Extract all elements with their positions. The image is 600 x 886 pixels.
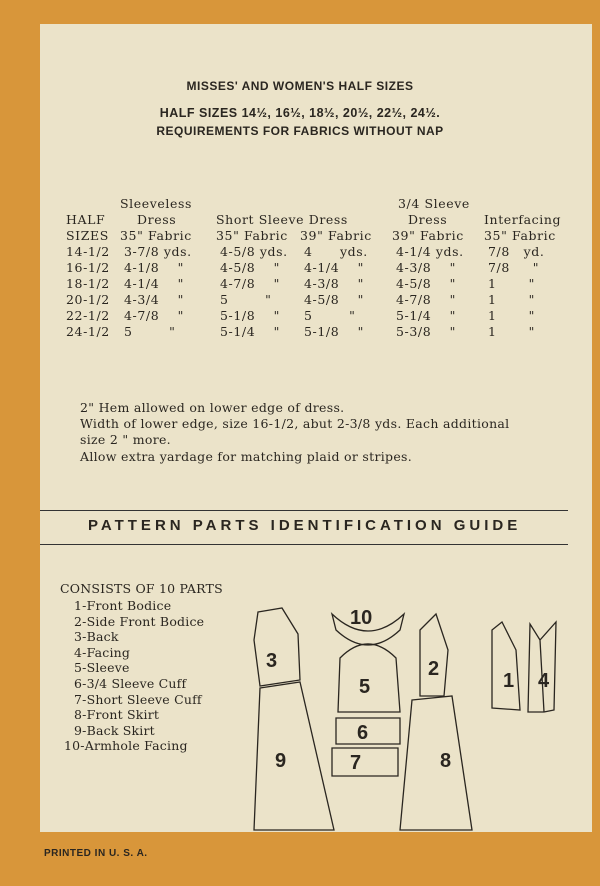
- column-header: Dress: [408, 212, 448, 227]
- part-item: 10-Armhole Facing: [64, 738, 188, 754]
- diagram-label-9: 9: [275, 750, 287, 772]
- size-cell: 18-1/2: [66, 276, 110, 291]
- piece-8-front-skirt: [400, 696, 472, 830]
- diagram-label-8: 8: [440, 750, 452, 772]
- piece-1-front-bodice: [492, 622, 520, 710]
- yardage-cell: 1 ": [488, 292, 535, 307]
- column-header: SIZES: [66, 228, 109, 243]
- column-header: 39" Fabric: [392, 228, 464, 243]
- yardage-cell: 4-1/4 yds.: [396, 244, 464, 259]
- column-header: Sleeveless: [120, 196, 193, 211]
- yardage-cell: 5-1/8 ": [304, 324, 364, 339]
- diagram-label-2: 2: [428, 658, 440, 680]
- column-header: 35" Fabric: [216, 228, 288, 243]
- size-cell: 24-1/2: [66, 324, 110, 339]
- yardage-cell: 7/8 ": [488, 260, 540, 275]
- column-header: HALF: [66, 212, 106, 227]
- yardage-cell: 5-3/8 ": [396, 324, 456, 339]
- size-cell: 14-1/2: [66, 244, 110, 259]
- yardage-cell: 5-1/8 ": [220, 308, 280, 323]
- yardage-cell: 4-1/4 ": [124, 276, 184, 291]
- divider: [40, 510, 568, 511]
- yardage-cell: 5 ": [304, 308, 356, 323]
- column-header: Interfacing: [484, 212, 562, 227]
- yardage-cell: 4-1/4 ": [304, 260, 364, 275]
- note-line: Allow extra yardage for matching plaid or stripes.: [80, 449, 413, 464]
- yardage-cell: 4-5/8 ": [304, 292, 364, 307]
- diagram-label-1: 1: [503, 670, 515, 692]
- yardage-cell: 4-5/8 ": [220, 260, 280, 275]
- yardage-cell: 4-3/8 ": [396, 260, 456, 275]
- note-line: 2" Hem allowed on lower edge of dress.: [80, 400, 345, 415]
- heading-3: REQUIREMENTS FOR FABRICS WITHOUT NAP: [156, 124, 444, 138]
- piece-3-back: [254, 608, 300, 686]
- column-header: 39" Fabric: [300, 228, 372, 243]
- part-item: 8-Front Skirt: [74, 707, 160, 723]
- yardage-cell: 4-5/8 yds.: [220, 244, 288, 259]
- yardage-cell: 5 ": [220, 292, 272, 307]
- column-header: Dress: [137, 212, 177, 227]
- divider: [40, 544, 568, 545]
- part-item: 2-Side Front Bodice: [74, 613, 205, 629]
- yardage-cell: 1 ": [488, 308, 535, 323]
- piece-7-cuff: [332, 748, 398, 776]
- printed-in-usa: PRINTED IN U. S. A.: [44, 848, 148, 859]
- column-header: Short Sleeve Dress: [216, 212, 348, 227]
- diagram-label-6: 6: [357, 722, 369, 744]
- yardage-cell: 1 ": [488, 276, 535, 291]
- yardage-cell: 4-7/8 ": [124, 308, 184, 323]
- size-cell: 22-1/2: [66, 308, 110, 323]
- yardage-cell: 1 ": [488, 324, 535, 339]
- size-cell: 16-1/2: [66, 260, 110, 275]
- part-item: 1-Front Bodice: [74, 598, 172, 613]
- part-item: 7-Short Sleeve Cuff: [74, 691, 202, 707]
- note-line: Width of lower edge, size 16-1/2, abut 2-3/8 yds. Each additional: [80, 416, 510, 431]
- column-header: 35" Fabric: [484, 228, 556, 243]
- piece-2-side-front: [420, 614, 448, 696]
- yardage-cell: 4-3/8 ": [304, 276, 364, 291]
- yardage-cell: 4-7/8 ": [396, 292, 456, 307]
- heading-1: MISSES' AND WOMEN'S HALF SIZES: [186, 79, 414, 93]
- part-item: 5-Sleeve: [74, 660, 130, 676]
- yardage-cell: 4-7/8 ": [220, 276, 280, 291]
- column-header: 3/4 Sleeve: [398, 196, 470, 211]
- heading-2: HALF SIZES 14½, 16½, 18½, 20½, 22½, 24½.: [159, 106, 441, 120]
- piece-9-back-skirt: [254, 682, 334, 830]
- yardage-cell: 4-3/4 ": [124, 292, 184, 307]
- yardage-cell: 4-1/8 ": [124, 260, 184, 275]
- note-line: size 2 " more.: [80, 432, 171, 447]
- pattern-pieces-diagram: [240, 600, 580, 840]
- column-header: 35" Fabric: [120, 228, 192, 243]
- yardage-cell: 3-7/8 yds.: [124, 244, 192, 259]
- yardage-cell: 4 yds.: [304, 244, 368, 259]
- yardage-cell: 5-1/4 ": [220, 324, 280, 339]
- diagram-label-5: 5: [359, 676, 371, 698]
- diagram-label-10: 10: [350, 607, 373, 629]
- part-item: 9-Back Skirt: [74, 722, 155, 738]
- diagram-label-4: 4: [538, 670, 550, 692]
- yardage-cell: 5 ": [124, 324, 176, 339]
- yardage-cell: 4-5/8 ": [396, 276, 456, 291]
- guide-title: PATTERN PARTS IDENTIFICATION GUIDE: [88, 517, 522, 534]
- part-item: 3-Back: [74, 629, 119, 645]
- part-item: 4-Facing: [74, 644, 131, 660]
- piece-4-facing: [528, 622, 556, 712]
- yardage-cell: 5-1/4 ": [396, 308, 456, 323]
- size-cell: 20-1/2: [66, 292, 110, 307]
- diagram-label-3: 3: [266, 650, 278, 672]
- yardage-cell: 7/8 yd.: [488, 244, 545, 259]
- part-item: 6-3/4 Sleeve Cuff: [74, 676, 187, 691]
- parts-count: CONSISTS OF 10 PARTS: [60, 581, 223, 596]
- diagram-label-7: 7: [350, 752, 362, 774]
